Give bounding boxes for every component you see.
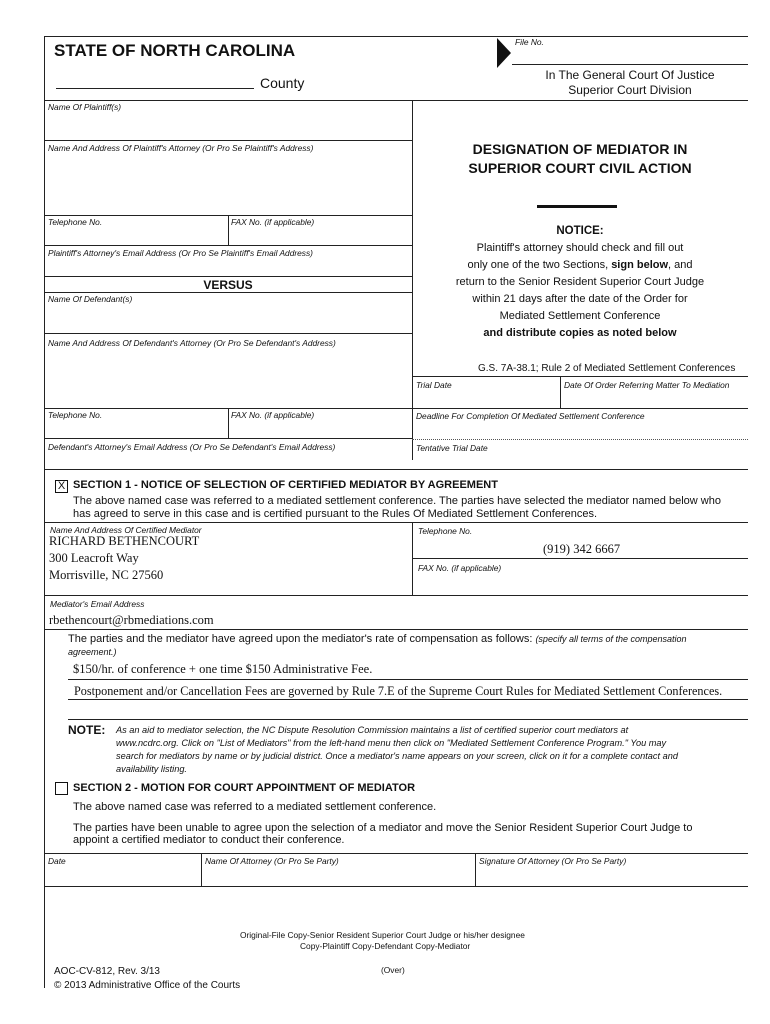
mediator-city[interactable]: Morrisville, NC 27560 bbox=[49, 568, 164, 582]
plaintiff-attorney-label: Name And Address Of Plaintiff's Attorney (Or Pro Se Plaintiff's Address) bbox=[48, 143, 314, 153]
form-title-line1: DESIGNATION OF MEDIATOR IN bbox=[472, 141, 688, 157]
trial-date-label: Trial Date bbox=[416, 380, 452, 390]
plaintiff-email-label: Plaintiff's Attorney's Email Address (Or Pro Se Plaintiff's Email Address) bbox=[48, 248, 313, 258]
telephone-1-field[interactable] bbox=[46, 227, 226, 245]
mediator-label: Name And Address Of Certified Mediator bbox=[50, 525, 202, 535]
order-date-label: Date Of Order Referring Matter To Mediation bbox=[564, 380, 730, 390]
date-field[interactable] bbox=[46, 867, 199, 885]
copies-line2: Copy-Plaintiff Copy-Defendant Copy-Mediator bbox=[300, 941, 471, 951]
section2-body2-line2: appoint a certified mediator to conduct their conference. bbox=[73, 834, 345, 846]
mediator-street[interactable]: 300 Leacroft Way bbox=[49, 551, 139, 565]
header-divider bbox=[44, 100, 748, 101]
fax-2-label: FAX No. (if applicable) bbox=[231, 410, 315, 420]
versus-label: VERSUS bbox=[203, 278, 253, 292]
file-no-line bbox=[512, 64, 748, 65]
notice-heading: NOTICE: bbox=[556, 225, 604, 237]
cancellation-fees[interactable]: Postponement and/or Cancellation Fees are governed by Rule 7.E of the Supreme Court Rules for Mediated Settlement Conferences. bbox=[74, 684, 723, 698]
date-label: Date bbox=[48, 856, 66, 866]
file-no-label: File No. bbox=[515, 37, 544, 47]
section1-body-line1: The above named case was referred to a mediated settlement conference. The parties have selected the mediator named below who bbox=[73, 495, 721, 507]
telephone-1-label: Telephone No. bbox=[48, 217, 103, 227]
note-line2: www.ncdrc.org. Click on "List of Mediators" from the left-hand menu then click on "Mediated Settlement Conference Program." You may bbox=[116, 738, 667, 748]
order-date-field[interactable] bbox=[562, 391, 746, 407]
plaintiff-name-field[interactable] bbox=[46, 112, 410, 138]
note-line1: As an aid to mediator selection, the NC Dispute Resolution Commission maintains a list of certified superior court mediators at bbox=[116, 725, 629, 735]
note-label: NOTE: bbox=[68, 723, 106, 737]
plaintiff-name-label: Name Of Plaintiff(s) bbox=[48, 102, 122, 112]
section1-body-line2: has agreed to serve in this case and is certified pursuant to the Rules Of Mediated Settlement Conferences. bbox=[73, 508, 598, 520]
form-title-line2: SUPERIOR COURT CIVIL ACTION bbox=[468, 160, 692, 176]
fax-1-field[interactable] bbox=[230, 227, 410, 245]
attorney-name-label: Name Of Attorney (Or Pro Se Party) bbox=[205, 856, 339, 866]
tentative-trial-label: Tentative Trial Date bbox=[416, 443, 488, 453]
copies-line1: Original-File Copy-Senior Resident Superior Court Judge or his/her designee bbox=[240, 930, 525, 940]
top-border bbox=[44, 36, 748, 37]
over-label: (Over) bbox=[381, 965, 405, 975]
notice-line5: Mediated Settlement Conference bbox=[499, 310, 661, 322]
compensation-rate[interactable]: $150/hr. of conference + one time $150 Administrative Fee. bbox=[73, 662, 373, 676]
attorney-name-field[interactable] bbox=[203, 867, 473, 885]
section1-heading: SECTION 1 - NOTICE OF SELECTION OF CERTIFIED MEDIATOR BY AGREEMENT bbox=[73, 479, 498, 491]
trial-date-field[interactable] bbox=[414, 391, 558, 407]
section2-body2-line1: The parties have been unable to agree upon the selection of a mediator and move the Senior Resident Superior Court Judge to bbox=[73, 822, 693, 834]
defendant-name-label: Name Of Defendant(s) bbox=[48, 294, 133, 304]
section2-body1: The above named case was referred to a mediated settlement conference. bbox=[73, 801, 437, 813]
telephone-2-field[interactable] bbox=[46, 421, 226, 437]
middle-divider-top bbox=[412, 100, 413, 140]
statute-reference: G.S. 7A-38.1; Rule 2 of Mediated Settlement Conferences bbox=[478, 363, 736, 374]
compensation-line2: agreement.) bbox=[68, 647, 117, 657]
notice-line3: return to the Senior Resident Superior Court Judge bbox=[455, 276, 705, 288]
compensation-line1: The parties and the mediator have agreed upon the mediator's rate of compensation as follows: (specify all terms of the compensation bbox=[68, 633, 687, 645]
state-title: STATE OF NORTH CAROLINA bbox=[54, 41, 296, 60]
note-line3: search for mediators by name or by judicial district. Once a mediator's name appears on your screen, click on it for a complete contact and bbox=[116, 751, 678, 761]
mediator-telephone-value[interactable]: (919) 342 6667 bbox=[543, 542, 621, 556]
mediator-email-value[interactable]: rbethencourt@rbmediations.com bbox=[49, 613, 214, 627]
court-line2: Superior Court Division bbox=[568, 83, 692, 97]
mediator-fax-label: FAX No. (if applicable) bbox=[418, 563, 502, 573]
signature-field[interactable] bbox=[477, 867, 746, 885]
signature-label: Signature Of Attorney (Or Pro Se Party) bbox=[479, 856, 627, 866]
tentative-trial-field[interactable] bbox=[414, 453, 746, 467]
county-label: County bbox=[260, 75, 305, 91]
notice-line2: only one of the two Sections, sign below, and bbox=[467, 259, 693, 271]
mediator-fax-field[interactable] bbox=[414, 574, 746, 592]
plaintiff-attorney-field[interactable] bbox=[46, 154, 410, 214]
notice-line4: within 21 days after the date of the Order for bbox=[472, 293, 688, 305]
mediator-email-label: Mediator's Email Address bbox=[50, 599, 145, 609]
form-number: AOC-CV-812, Rev. 3/13 bbox=[54, 966, 160, 977]
section2-heading: SECTION 2 - MOTION FOR COURT APPOINTMENT OF MEDIATOR bbox=[73, 782, 416, 794]
copyright: © 2013 Administrative Office of the Courts bbox=[54, 980, 241, 991]
defendant-name-field[interactable] bbox=[46, 305, 410, 331]
left-border bbox=[44, 36, 45, 988]
fax-2-field[interactable] bbox=[230, 421, 410, 437]
defendant-attorney-label: Name And Address Of Defendant's Attorney (Or Pro Se Defendant's Address) bbox=[48, 338, 336, 348]
mediator-telephone-label: Telephone No. bbox=[418, 526, 473, 536]
note-line4: availability listing. bbox=[116, 764, 187, 774]
title-rule bbox=[537, 205, 617, 208]
plaintiff-email-field[interactable] bbox=[46, 259, 410, 275]
section1-checkbox[interactable]: X bbox=[55, 480, 68, 493]
defendant-email-label: Defendant's Attorney's Email Address (Or Pro Se Defendant's Email Address) bbox=[48, 442, 336, 452]
deadline-label: Deadline For Completion Of Mediated Settlement Conference bbox=[416, 411, 645, 421]
notice-line1: Plaintiff's attorney should check and fill out bbox=[476, 242, 684, 254]
mediator-name[interactable]: RICHARD BETHENCOURT bbox=[49, 534, 200, 548]
deadline-field[interactable] bbox=[414, 422, 746, 438]
section2-checkbox[interactable] bbox=[55, 782, 68, 795]
county-underline bbox=[56, 88, 254, 89]
defendant-email-field[interactable] bbox=[46, 452, 410, 466]
file-arrow-icon bbox=[497, 36, 513, 70]
defendant-attorney-field[interactable] bbox=[46, 349, 410, 405]
notice-line6: and distribute copies as noted below bbox=[483, 327, 677, 339]
court-line1: In The General Court Of Justice bbox=[545, 68, 715, 82]
telephone-2-label: Telephone No. bbox=[48, 410, 103, 420]
fax-1-label: FAX No. (if applicable) bbox=[231, 217, 315, 227]
